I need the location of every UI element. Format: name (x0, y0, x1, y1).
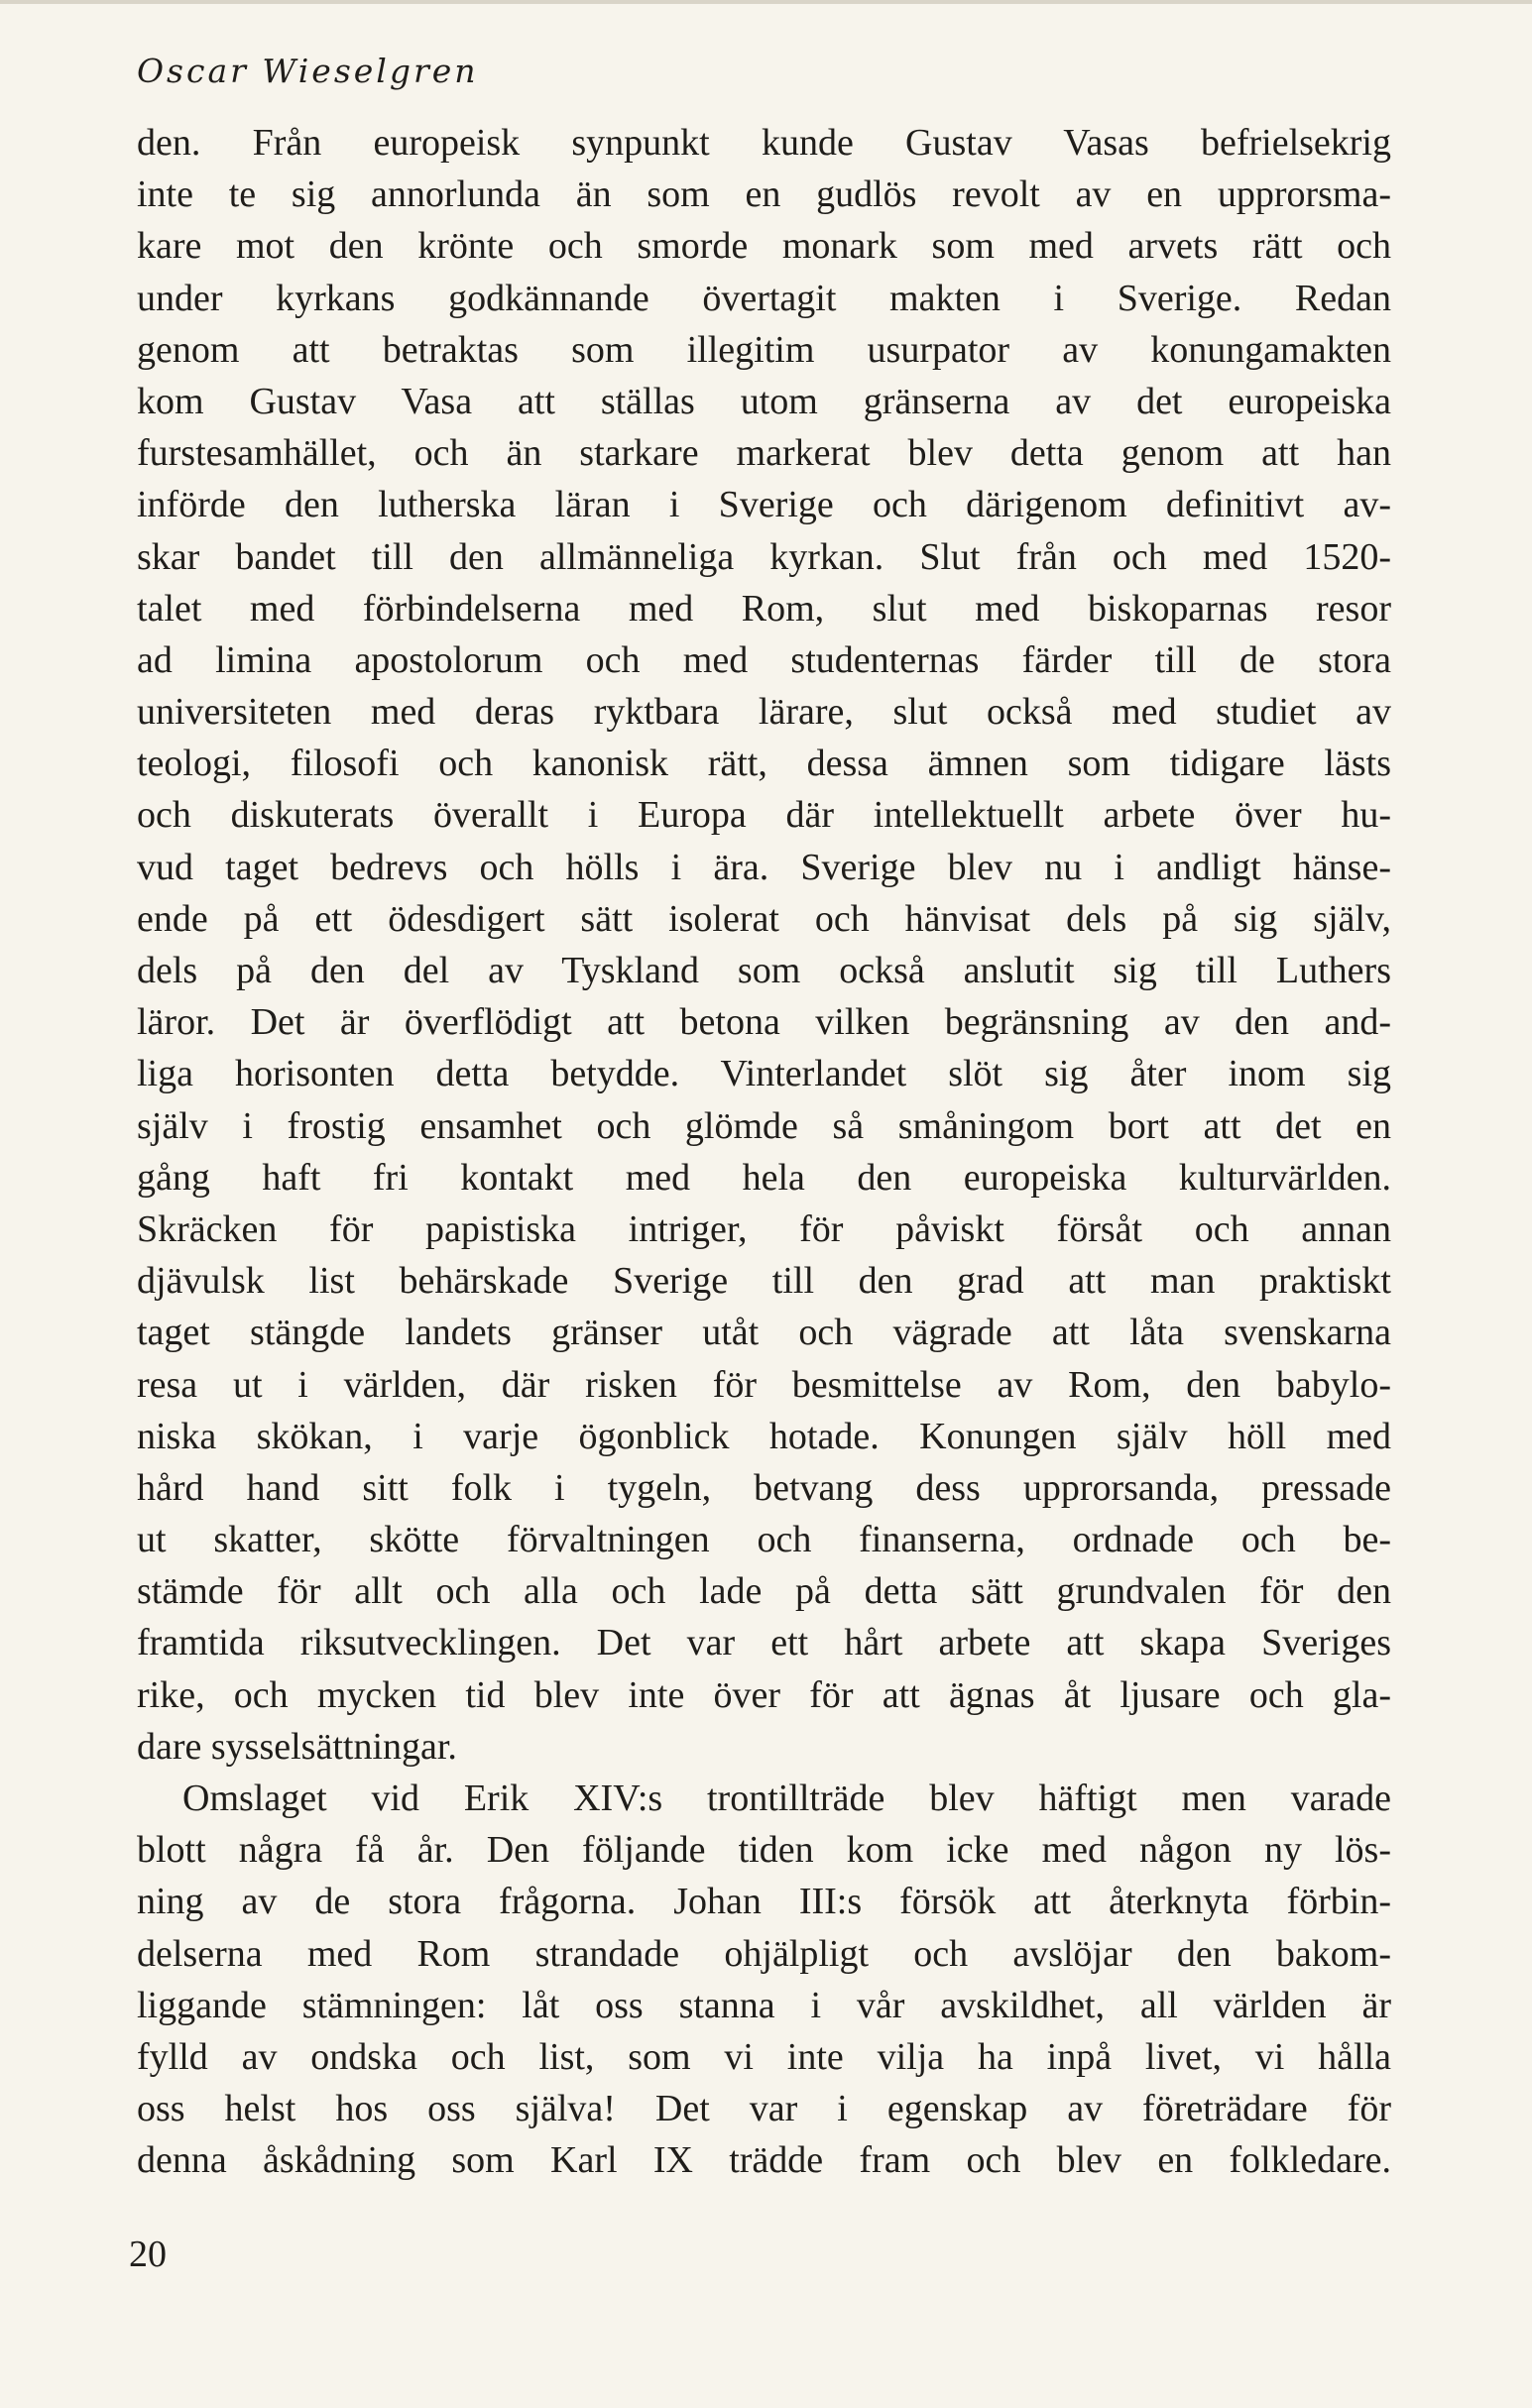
text-line: Skräcken för papistiska intriger, för påviskt försåt och annan (137, 1207, 1391, 1250)
top-edge-rule (0, 0, 1532, 4)
text-line: framtida riksutvecklingen. Det var ett hårt arbete att skapa Sveriges (137, 1622, 1391, 1664)
text-line: inte te sig annorlunda än som en gudlös revolt av en upprorsma- (137, 173, 1391, 216)
text-line: dare sysselsättningar. (137, 1725, 457, 1768)
text-line: rike, och mycken tid blev inte över för att ägnas åt ljusare och gla- (137, 1673, 1391, 1716)
text-line: vud taget bedrevs och hölls i ära. Sverige blev nu i andligt hänse- (137, 846, 1391, 888)
text-line: furstesamhället, och än starkare markerat blev detta genom att han (137, 432, 1391, 475)
text-line: ende på ett ödesdigert sätt isolerat och hänvisat dels på sig själv, (137, 897, 1391, 940)
text-line: dels på den del av Tyskland som också anslutit sig till Luthers (137, 950, 1391, 991)
text-line: och diskuterats överallt i Europa där intellektuellt arbete över hu- (137, 794, 1391, 837)
text-line: fylld av ondska och list, som vi inte vilja ha inpå livet, vi hålla (137, 2035, 1391, 2078)
page-number: 20 (129, 2234, 167, 2275)
text-line: djävulsk list behärskade Sverige till den grad att man praktiskt (137, 1260, 1391, 1303)
text-line: stämde för allt och alla och lade på detta sätt grundvalen för den (137, 1570, 1391, 1613)
text-line: den. Från europeisk synpunkt kunde Gustav Vasas befrielsekrig (137, 122, 1391, 164)
text-line: teologi, filosofi och kanonisk rätt, dessa ämnen som tidigare lästs (137, 743, 1391, 785)
paragraph (137, 117, 1391, 1773)
text-line: själv i frostig ensamhet och glömde så småningom bort att det en (137, 1104, 1391, 1147)
text-line: gång haft fri kontakt med hela den europeiska kulturvärlden. (137, 1156, 1391, 1199)
text-line: hård hand sitt folk i tygeln, betvang dess upprorsanda, pressade (137, 1466, 1391, 1509)
text-line: talet med förbindelserna med Rom, slut med biskoparnas resor (137, 587, 1391, 630)
text-line: läror. Det är överflödigt att betona vilken begränsning av den and- (137, 1001, 1391, 1044)
text-line: niska skökan, i varje ögonblick hotade. Konungen själv höll med (137, 1415, 1391, 1457)
text-line: oss helst hos oss själva! Det var i egenskap av företrädare för (137, 2088, 1391, 2130)
text-line: införde den lutherska läran i Sverige och därigenom definitivt av- (137, 484, 1391, 526)
text-line: ad limina apostolorum och med studenternas färder till de stora (137, 638, 1391, 681)
text-line: ning av de stora frågorna. Johan III:s försök att återknyta förbin- (137, 1881, 1391, 1923)
text-line: kare mot den krönte och smorde monark som med arvets rätt och (137, 225, 1391, 268)
text-line: delserna med Rom strandade ohjälpligt och avslöjar den bakom- (137, 1932, 1391, 1975)
text-line: Omslaget vid Erik XIV:s trontillträde blev häftigt men varade (182, 1777, 1391, 1819)
text-line: genom att betraktas som illegitim usurpator av konungamakten (137, 328, 1391, 371)
text-line: liga horisonten detta betydde. Vinterlandet slöt sig åter inom sig (137, 1053, 1391, 1095)
body-text (137, 117, 1391, 2187)
text-line: denna åskådning som Karl IX trädde fram och blev en folkledare. (137, 2139, 1391, 2182)
text-line: blott några få år. Den följande tiden kom icke med någon ny lös- (137, 1829, 1391, 1872)
running-head: Oscar Wieselgren (137, 52, 479, 90)
text-line: under kyrkans godkännande övertagit makten i Sverige. Redan (137, 277, 1391, 319)
text-line: skar bandet till den allmänneliga kyrkan. Slut från och med 1520- (137, 535, 1391, 578)
text-line: liggande stämningen: låt oss stanna i vår avskildhet, all världen är (137, 1984, 1391, 2026)
text-line: ut skatter, skötte förvaltningen och finanserna, ordnade och be- (137, 1519, 1391, 1561)
text-line: kom Gustav Vasa att ställas utom gränserna av det europeiska (137, 380, 1391, 422)
text-line: universiteten med deras ryktbara lärare, slut också med studiet av (137, 691, 1391, 734)
text-line: resa ut i världen, där risken för besmittelse av Rom, den babylo- (137, 1363, 1391, 1406)
paragraph (137, 1773, 1391, 2187)
text-line: taget stängde landets gränser utåt och vägrade att låta svenskarna (137, 1312, 1391, 1354)
